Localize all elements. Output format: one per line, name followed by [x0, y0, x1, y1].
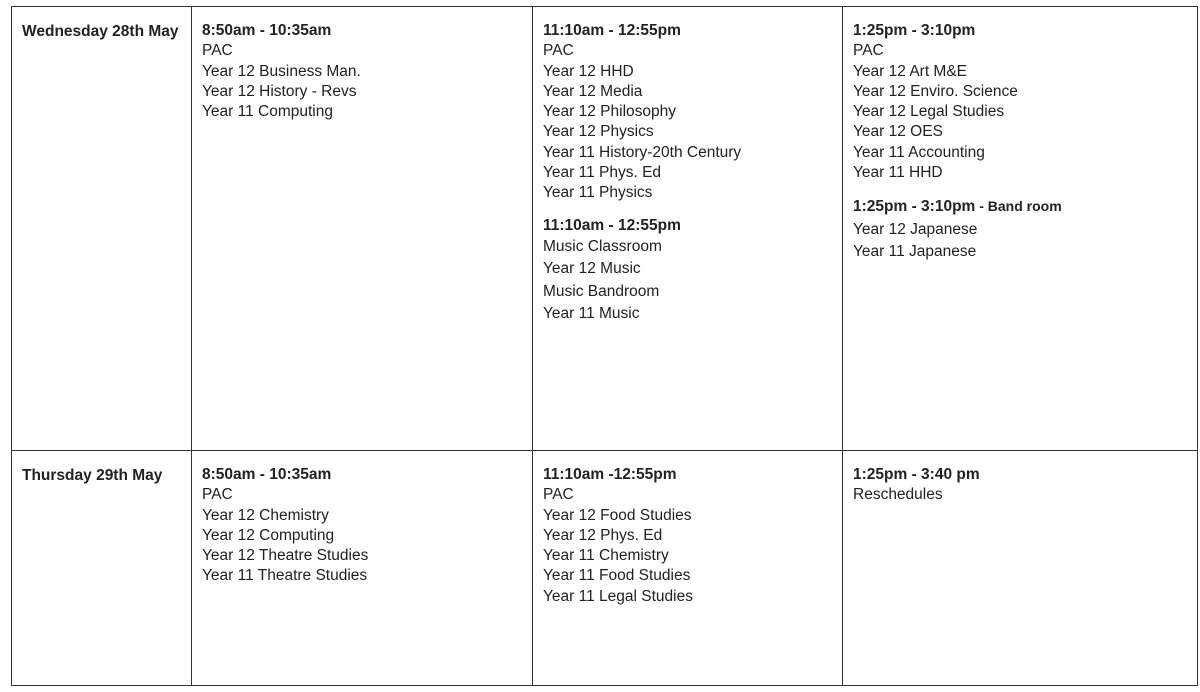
subject-line: Year 12 History - Revs: [202, 82, 357, 100]
subject-line: Music Bandroom: [543, 282, 660, 300]
subject-line: Reschedules: [853, 486, 943, 504]
day-cell: [12, 7, 192, 451]
session-block: [853, 21, 1187, 183]
subject-line: Year 12 Food Studies: [543, 506, 692, 524]
session-block: [543, 465, 832, 607]
subject-line: Year 12 Philosophy: [543, 103, 676, 121]
session-block-music: [543, 216, 832, 326]
session-cell-midday: [533, 7, 843, 451]
schedule-row-thursday: [12, 451, 1198, 686]
session-block: [202, 21, 522, 122]
subject-line: Year 11 HHD: [853, 164, 943, 182]
subject-line: Year 11 Chemistry: [543, 547, 669, 565]
session-block: [202, 465, 522, 587]
subject-line: PAC: [543, 42, 574, 60]
session-cell-afternoon: [843, 7, 1198, 451]
subject-line: PAC: [543, 486, 574, 504]
subject-line: Year 11 Legal Studies: [543, 587, 693, 605]
room-note: - Band room: [975, 198, 1062, 215]
session-block: [853, 465, 1187, 506]
subject-line: Year 12 Art M&E: [853, 62, 968, 80]
schedule-row-wednesday: [12, 7, 1198, 451]
session-cell-morning: [192, 7, 533, 451]
session-time: 11:10am -12:55pm: [543, 466, 677, 483]
subject-line: Year 11 Accounting: [853, 143, 985, 161]
subject-line: Year 12 Chemistry: [202, 506, 329, 524]
session-time: 11:10am - 12:55pm: [543, 216, 681, 234]
subject-line: Year 12 Media: [543, 82, 643, 100]
subject-line: Year 12 Business Man.: [202, 62, 361, 80]
subject-line: Year 12 Enviro. Science: [853, 82, 1018, 100]
subject-line: PAC: [202, 486, 233, 504]
subject-line: Year 11 History-20th Century: [543, 143, 742, 161]
subject-line: Year 12 Legal Studies: [853, 103, 1005, 121]
session-time: 11:10am - 12:55pm: [543, 22, 681, 39]
subject-line: Year 11 Phys. Ed: [543, 164, 662, 182]
exam-schedule-table: [11, 6, 1198, 686]
subject-line: Year 12 HHD: [543, 62, 634, 80]
subject-line: Music Classroom: [543, 237, 662, 255]
subject-line: PAC: [853, 42, 884, 60]
session-block: [543, 21, 832, 204]
subject-line: Year 12 Computing: [202, 526, 335, 544]
session-time: 1:25pm - 3:10pm: [853, 22, 976, 39]
day-label: Thursday 29th May: [22, 467, 163, 484]
session-block-band-room: [853, 195, 1187, 264]
session-cell-morning: [192, 451, 533, 686]
session-cell-afternoon: [843, 451, 1198, 686]
day-cell: [12, 451, 192, 686]
subject-line: Year 12 Music: [543, 260, 641, 278]
subject-line: Year 11 Computing: [202, 103, 333, 121]
day-label: Wednesday 28th May: [22, 23, 179, 40]
subject-line: Year 12 Theatre Studies: [202, 547, 369, 565]
subject-line: Year 12 Japanese: [853, 220, 978, 238]
subject-line: Year 12 Physics: [543, 123, 654, 141]
session-heading: [853, 195, 1187, 219]
session-cell-midday: [533, 451, 843, 686]
subject-line: Year 11 Japanese: [853, 243, 977, 261]
subject-line: Year 12 OES: [853, 123, 943, 141]
subject-line: Year 11 Theatre Studies: [202, 567, 368, 585]
session-time: 8:50am - 10:35am: [202, 22, 332, 39]
session-time: 1:25pm - 3:10pm: [853, 198, 976, 216]
subject-line: Year 12 Phys. Ed: [543, 526, 663, 544]
subject-line: Year 11 Food Studies: [543, 567, 691, 585]
session-time: 1:25pm - 3:40 pm: [853, 466, 980, 483]
session-time: 8:50am - 10:35am: [202, 466, 332, 483]
subject-line: PAC: [202, 42, 233, 60]
subject-line: Year 11 Music: [543, 305, 640, 323]
subject-line: Year 11 Physics: [543, 184, 653, 202]
